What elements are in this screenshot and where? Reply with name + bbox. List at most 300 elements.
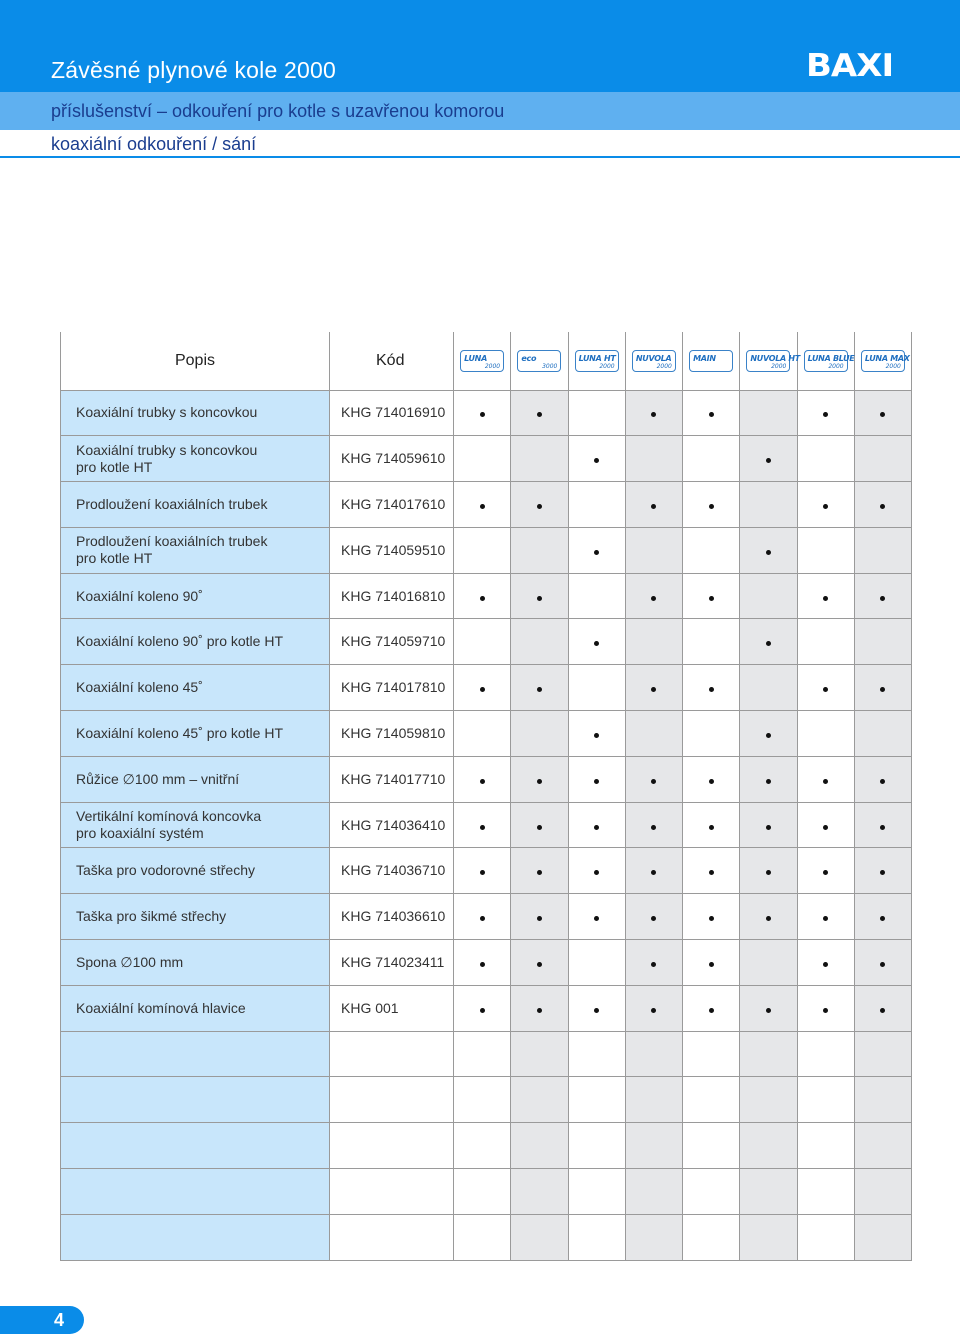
compatibility-cell [740, 985, 797, 1031]
compatibility-dot [709, 596, 714, 601]
compatibility-cell [683, 1123, 740, 1169]
compatibility-cell [740, 482, 797, 528]
description-cell [61, 1214, 330, 1260]
compatibility-cell [625, 390, 682, 436]
compatibility-cell [568, 940, 625, 986]
compatibility-cell [854, 940, 911, 986]
description-cell [61, 1077, 330, 1123]
compatibility-cell [797, 1214, 854, 1260]
compatibility-cell [454, 527, 511, 573]
code-cell [330, 1031, 454, 1077]
compatibility-cell [568, 711, 625, 757]
table-row [61, 390, 912, 436]
compatibility-cell [854, 665, 911, 711]
code-cell: KHG 714036710 [330, 848, 454, 894]
compatibility-cell [568, 894, 625, 940]
code-cell: KHG 001 [330, 985, 454, 1031]
compatibility-dot [594, 870, 599, 875]
compatibility-cell [797, 711, 854, 757]
compatibility-cell [454, 756, 511, 802]
compatibility-cell [454, 985, 511, 1031]
compatibility-cell [454, 1123, 511, 1169]
model-logo-badge [575, 350, 619, 372]
compatibility-dot [766, 825, 771, 830]
table-row [61, 436, 912, 482]
model-name: LUNA BLUE [807, 353, 855, 363]
compatibility-cell [854, 1123, 911, 1169]
compatibility-cell [511, 802, 568, 848]
model-name: NUVOLA [635, 353, 672, 363]
compatibility-cell [854, 1031, 911, 1077]
compatibility-dot [537, 825, 542, 830]
compatibility-dot [594, 550, 599, 555]
code-cell: KHG 714017710 [330, 756, 454, 802]
table-row [61, 848, 912, 894]
compatibility-cell [854, 894, 911, 940]
compatibility-cell [740, 848, 797, 894]
compatibility-cell [854, 756, 911, 802]
compatibility-dot [823, 596, 828, 601]
compatibility-cell [511, 436, 568, 482]
code-cell [330, 1077, 454, 1123]
compatibility-dot [651, 687, 656, 692]
compatibility-cell [683, 894, 740, 940]
compatibility-cell [797, 1123, 854, 1169]
column-header-code: Kód [330, 332, 454, 390]
compatibility-cell [797, 985, 854, 1031]
compatibility-cell [797, 1077, 854, 1123]
model-series: 2000 [484, 362, 501, 370]
model-logo-badge [689, 350, 733, 372]
description-cell: Koaxiální koleno 45˚ pro kotle HT [61, 711, 330, 757]
compatibility-dot [594, 825, 599, 830]
compatibility-cell [454, 848, 511, 894]
code-cell: KHG 714059710 [330, 619, 454, 665]
compatibility-cell [797, 527, 854, 573]
compatibility-dot [651, 504, 656, 509]
model-column-header [797, 332, 854, 390]
compatibility-cell [625, 1077, 682, 1123]
table-row [61, 894, 912, 940]
compatibility-dot [766, 916, 771, 921]
compatibility-cell [568, 1077, 625, 1123]
compatibility-cell [454, 665, 511, 711]
compatibility-cell [454, 390, 511, 436]
compatibility-cell [511, 573, 568, 619]
compatibility-cell [625, 619, 682, 665]
compatibility-cell [454, 894, 511, 940]
compatibility-cell [683, 1169, 740, 1215]
compatibility-cell [454, 482, 511, 528]
compatibility-cell [854, 1169, 911, 1215]
compatibility-dot [651, 596, 656, 601]
compatibility-cell [740, 527, 797, 573]
compatibility-cell [797, 436, 854, 482]
model-column-header [568, 332, 625, 390]
description-cell: Vertikální komínová koncovka pro koaxiální systém [61, 802, 330, 848]
description-cell: Prodloužení koaxiálních trubek [61, 482, 330, 528]
compatibility-dot [537, 504, 542, 509]
description-cell: Koaxiální trubky s koncovkou pro kotle HT [61, 436, 330, 482]
description-cell: Růžice ∅100 mm – vnitřní [61, 756, 330, 802]
compatibility-cell [740, 1031, 797, 1077]
compatibility-dot [480, 596, 485, 601]
compatibility-cell [568, 665, 625, 711]
compatibility-dot [766, 641, 771, 646]
model-logo-badge [632, 350, 676, 372]
compatibility-dot [709, 916, 714, 921]
compatibility-cell [568, 802, 625, 848]
compatibility-cell [511, 1123, 568, 1169]
code-cell [330, 1169, 454, 1215]
compatibility-cell [797, 1169, 854, 1215]
compatibility-cell [511, 390, 568, 436]
compatibility-dot [480, 1008, 485, 1013]
compatibility-dot [709, 504, 714, 509]
compatibility-cell [854, 573, 911, 619]
compatibility-cell [511, 665, 568, 711]
compatibility-cell [683, 619, 740, 665]
code-cell: KHG 714059810 [330, 711, 454, 757]
compatibility-dot [594, 779, 599, 784]
compatibility-cell [797, 940, 854, 986]
compatibility-dot [823, 412, 828, 417]
section-divider [0, 156, 960, 158]
compatibility-cell [625, 756, 682, 802]
compatibility-dot [537, 596, 542, 601]
compatibility-dot [880, 825, 885, 830]
compatibility-cell [625, 1123, 682, 1169]
compatibility-cell [797, 848, 854, 894]
description-cell: Koaxiální koleno 90˚ pro kotle HT [61, 619, 330, 665]
compatibility-dot [651, 916, 656, 921]
compatibility-dot [823, 779, 828, 784]
table-row [61, 802, 912, 848]
compatibility-cell [568, 1214, 625, 1260]
compatibility-cell [625, 711, 682, 757]
compatibility-cell [568, 756, 625, 802]
compatibility-cell [568, 1031, 625, 1077]
model-series: 2000 [885, 362, 901, 370]
compatibility-cell [625, 1031, 682, 1077]
compatibility-dot [537, 962, 542, 967]
model-logo-badge [517, 350, 561, 372]
compatibility-cell [854, 711, 911, 757]
compatibility-dot [480, 916, 485, 921]
compatibility-cell [854, 1077, 911, 1123]
compatibility-dot [651, 870, 656, 875]
compatibility-cell [854, 802, 911, 848]
compatibility-cell [740, 1123, 797, 1169]
table-row [61, 1123, 912, 1169]
compatibility-cell [683, 665, 740, 711]
compatibility-dot [709, 779, 714, 784]
compatibility-dot [480, 779, 485, 784]
compatibility-dot [766, 779, 771, 784]
compatibility-dot [709, 687, 714, 692]
compatibility-cell [625, 1169, 682, 1215]
compatibility-cell [854, 619, 911, 665]
description-cell [61, 1031, 330, 1077]
compatibility-dot [480, 962, 485, 967]
compatibility-dot [537, 916, 542, 921]
compatibility-dot [537, 779, 542, 784]
compatibility-cell [568, 1123, 625, 1169]
table-row [61, 1077, 912, 1123]
model-series: 2000 [771, 362, 787, 370]
model-logo-badge [460, 350, 504, 372]
compatibility-cell [683, 848, 740, 894]
compatibility-dot [651, 1008, 656, 1013]
compatibility-cell [797, 802, 854, 848]
compatibility-cell [511, 482, 568, 528]
compatibility-dot [709, 870, 714, 875]
section-title: koaxiální odkouření / sání [51, 134, 257, 154]
compatibility-cell [797, 1031, 854, 1077]
compatibility-dot [880, 962, 885, 967]
model-name: eco [521, 353, 537, 363]
compatibility-cell [683, 802, 740, 848]
model-column-header [511, 332, 568, 390]
model-logo-badge [861, 350, 910, 372]
compatibility-cell [568, 619, 625, 665]
compatibility-cell [854, 436, 911, 482]
compatibility-cell [683, 573, 740, 619]
subtitle: příslušenství – odkouření pro kotle s uzavřenou komorou [51, 101, 505, 121]
compatibility-dot [766, 458, 771, 463]
code-cell: KHG 714023411 [330, 940, 454, 986]
model-logo-badge [804, 350, 855, 372]
compatibility-cell [797, 390, 854, 436]
model-name: LUNA HT [578, 353, 616, 363]
compatibility-dot [880, 504, 885, 509]
compatibility-cell [511, 711, 568, 757]
code-cell [330, 1214, 454, 1260]
compatibility-dot [880, 1008, 885, 1013]
code-cell: KHG 714016910 [330, 390, 454, 436]
description-cell: Koaxiální koleno 90˚ [61, 573, 330, 619]
table-row [61, 1214, 912, 1260]
description-cell: Spona ∅100 mm [61, 940, 330, 986]
compatibility-cell [511, 1214, 568, 1260]
compatibility-cell [797, 482, 854, 528]
compatibility-cell [683, 940, 740, 986]
compatibility-cell [568, 1169, 625, 1215]
model-name: MAIN [693, 353, 716, 363]
compatibility-cell [625, 665, 682, 711]
compatibility-cell [854, 482, 911, 528]
compatibility-dot [766, 1008, 771, 1013]
compatibility-cell [854, 390, 911, 436]
compatibility-cell [625, 848, 682, 894]
compatibility-cell [740, 436, 797, 482]
code-cell: KHG 714036410 [330, 802, 454, 848]
description-cell: Taška pro šikmé střechy [61, 894, 330, 940]
model-column-header [625, 332, 682, 390]
code-cell [330, 1123, 454, 1169]
compatibility-dot [766, 870, 771, 875]
compatibility-dot [594, 458, 599, 463]
compatibility-cell [511, 1169, 568, 1215]
compatibility-cell [625, 894, 682, 940]
compatibility-cell [568, 527, 625, 573]
compatibility-cell [454, 940, 511, 986]
compatibility-dot [594, 641, 599, 646]
compatibility-cell [683, 1214, 740, 1260]
compatibility-dot [823, 916, 828, 921]
compatibility-cell [683, 1077, 740, 1123]
compatibility-cell [568, 848, 625, 894]
compatibility-cell [511, 1077, 568, 1123]
compatibility-cell [511, 985, 568, 1031]
compatibility-cell [568, 436, 625, 482]
compatibility-cell [740, 1077, 797, 1123]
compatibility-cell [568, 573, 625, 619]
compatibility-cell [797, 619, 854, 665]
compatibility-cell [740, 573, 797, 619]
compatibility-cell [454, 573, 511, 619]
compatibility-cell [454, 1077, 511, 1123]
compatibility-dot [480, 504, 485, 509]
compatibility-dot [537, 687, 542, 692]
compatibility-dot [823, 825, 828, 830]
compatibility-dot [823, 687, 828, 692]
table-row [61, 665, 912, 711]
compatibility-cell [454, 802, 511, 848]
table-header-row [61, 332, 912, 390]
compatibility-cell [683, 482, 740, 528]
code-cell: KHG 714017610 [330, 482, 454, 528]
compatibility-cell [625, 1214, 682, 1260]
compatibility-dot [823, 1008, 828, 1013]
compatibility-dot [880, 687, 885, 692]
model-column-header [683, 332, 740, 390]
table-row [61, 711, 912, 757]
compatibility-dot [537, 1008, 542, 1013]
compatibility-cell [454, 619, 511, 665]
model-series: 2000 [828, 362, 844, 370]
compatibility-dot [480, 870, 485, 875]
compatibility-dot [537, 870, 542, 875]
compatibility-cell [454, 1031, 511, 1077]
description-cell [61, 1169, 330, 1215]
compatibility-cell [740, 756, 797, 802]
compatibility-cell [740, 802, 797, 848]
compatibility-cell [740, 1214, 797, 1260]
model-name: NUVOLA HT [750, 353, 800, 363]
compatibility-cell [854, 985, 911, 1031]
compatibility-cell [797, 573, 854, 619]
document-title: Závěsné plynové kole 2000 [51, 57, 337, 83]
table-row [61, 619, 912, 665]
compatibility-cell [568, 482, 625, 528]
model-logo-badge [746, 350, 800, 372]
compatibility-dot [823, 504, 828, 509]
compatibility-cell [511, 1031, 568, 1077]
code-cell: KHG 714017810 [330, 665, 454, 711]
compatibility-cell [797, 756, 854, 802]
compatibility-dot [594, 1008, 599, 1013]
compatibility-dot [766, 733, 771, 738]
compatibility-dot [651, 412, 656, 417]
compatibility-dot [880, 916, 885, 921]
description-cell: Koaxiální komínová hlavice [61, 985, 330, 1031]
compatibility-cell [740, 894, 797, 940]
compatibility-dot [651, 825, 656, 830]
compatibility-cell [740, 1169, 797, 1215]
compatibility-dot [709, 1008, 714, 1013]
table-row [61, 985, 912, 1031]
compatibility-cell [683, 436, 740, 482]
compatibility-cell [511, 619, 568, 665]
compatibility-cell [740, 619, 797, 665]
compatibility-dot [594, 916, 599, 921]
compatibility-cell [454, 1169, 511, 1215]
compatibility-dot [651, 962, 656, 967]
compatibility-cell [740, 940, 797, 986]
model-series: 2000 [656, 362, 672, 370]
compatibility-dot [880, 412, 885, 417]
compatibility-cell [625, 436, 682, 482]
compatibility-cell [740, 390, 797, 436]
compatibility-dot [537, 412, 542, 417]
compatibility-cell [740, 711, 797, 757]
compatibility-dot [766, 550, 771, 555]
table-row [61, 756, 912, 802]
compatibility-cell [511, 940, 568, 986]
compatibility-cell [854, 848, 911, 894]
compatibility-dot [651, 779, 656, 784]
compatibility-cell [511, 527, 568, 573]
compatibility-cell [740, 665, 797, 711]
compatibility-cell [797, 894, 854, 940]
compatibility-cell [625, 985, 682, 1031]
table-row [61, 527, 912, 573]
compatibility-cell [683, 711, 740, 757]
compatibility-cell [797, 665, 854, 711]
compatibility-cell [625, 573, 682, 619]
code-cell: KHG 714016810 [330, 573, 454, 619]
page-number: 4 [54, 1310, 65, 1330]
compatibility-cell [454, 711, 511, 757]
code-cell: KHG 714059610 [330, 436, 454, 482]
description-cell: Prodloužení koaxiálních trubek pro kotle HT [61, 527, 330, 573]
compatibility-cell [683, 527, 740, 573]
description-cell: Koaxiální trubky s koncovkou [61, 390, 330, 436]
compatibility-cell [454, 1214, 511, 1260]
table-row [61, 940, 912, 986]
compatibility-cell [683, 390, 740, 436]
table-row [61, 1031, 912, 1077]
compatibility-cell [568, 985, 625, 1031]
compatibility-dot [823, 870, 828, 875]
accessories-table [60, 332, 912, 1261]
compatibility-dot [709, 962, 714, 967]
compatibility-dot [480, 825, 485, 830]
compatibility-cell [625, 802, 682, 848]
model-column-header [740, 332, 800, 390]
model-name: LUNA MAX [864, 353, 910, 363]
model-series: 3000 [542, 362, 558, 370]
compatibility-cell [625, 482, 682, 528]
code-cell: KHG 714059510 [330, 527, 454, 573]
compatibility-cell [511, 756, 568, 802]
compatibility-cell [511, 848, 568, 894]
compatibility-dot [880, 596, 885, 601]
description-cell: Koaxiální koleno 45˚ [61, 665, 330, 711]
compatibility-cell [854, 527, 911, 573]
compatibility-cell [683, 985, 740, 1031]
